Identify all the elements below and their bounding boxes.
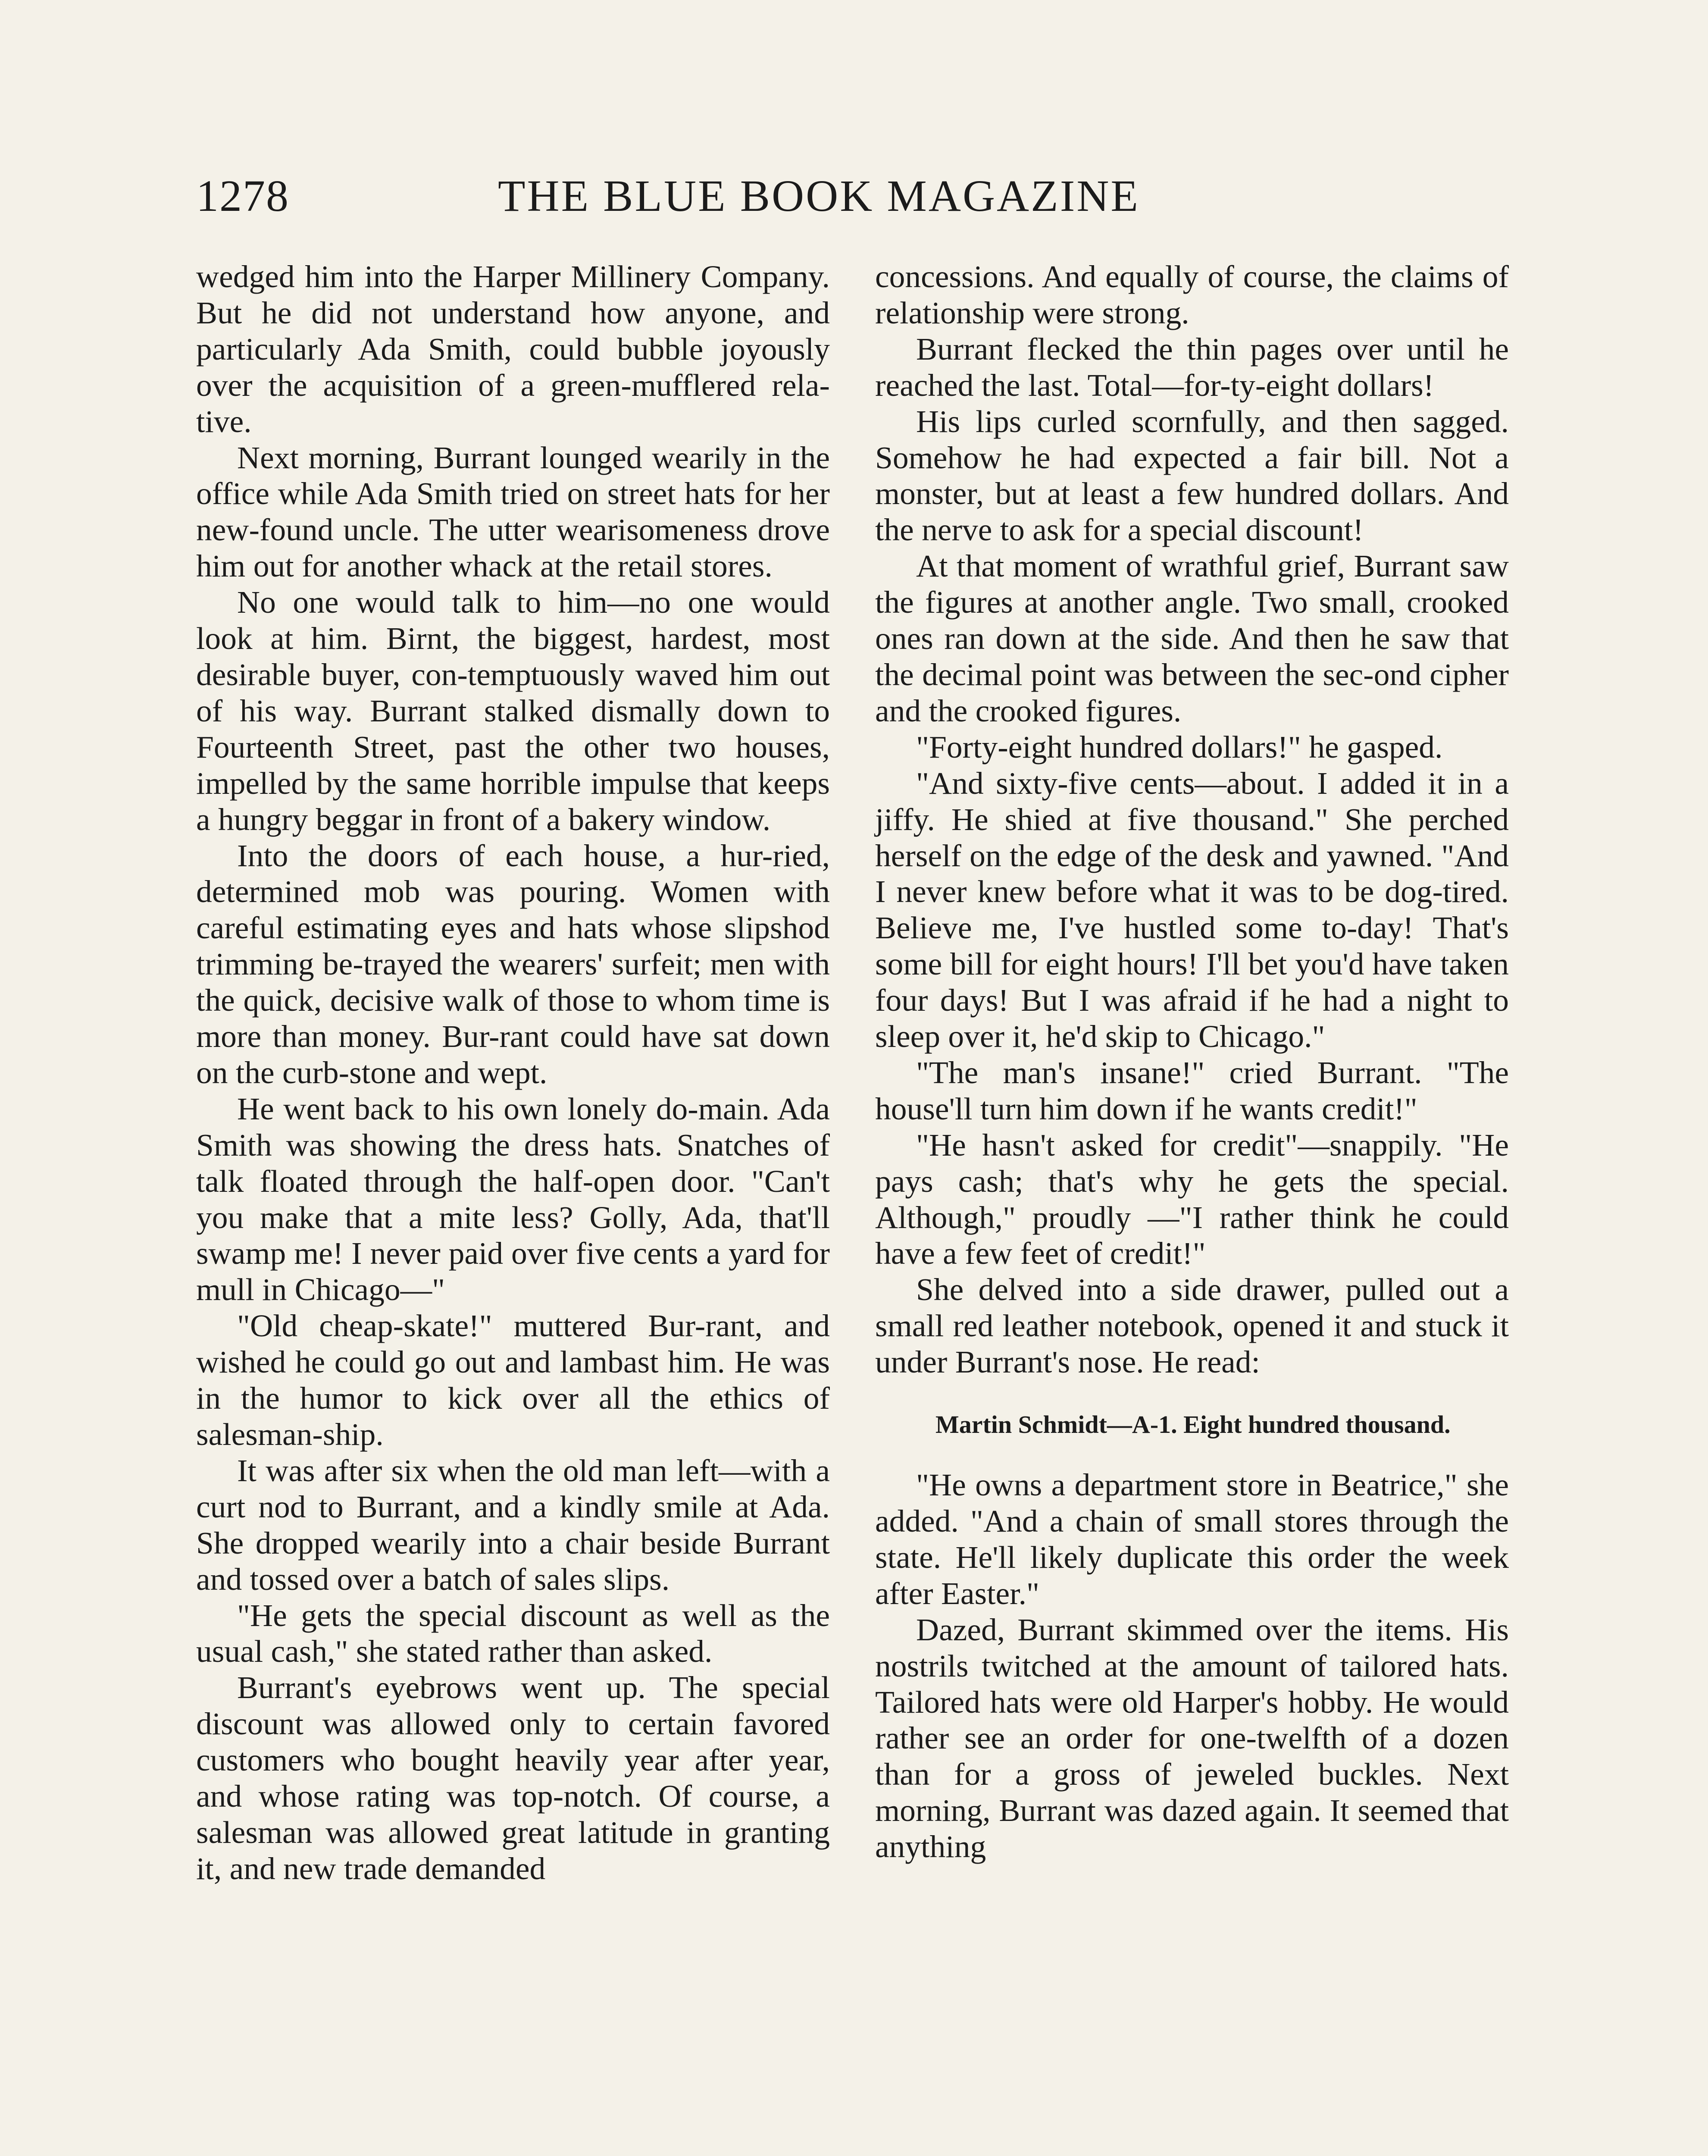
left-column: [196, 259, 830, 1887]
paragraph: His lips curled scornfully, and then sagged. Somehow he had expected a fair bill. Not a monster, but at least a few hundred dollars. And the nerve to ask for a special discount!: [875, 404, 1509, 548]
paragraph: "And sixty-five cents—about. I added it in a jiffy. He shied at five thousand." She perched herself on the edge of the desk and yawned. "And I never knew before what it was to be dog-tired. Believe me, I've hustled some to-day! That's some bill for eight hours! I'll bet you'd have taken four days! But I was afraid if he had a night to sleep over it, he'd skip to Chicago.": [875, 765, 1509, 1054]
paragraph: It was after six when the old man left—with a curt nod to Burrant, and a kindly smile at Ada. She dropped wearily into a chair beside Burrant and tossed over a batch of sales slips.: [196, 1453, 830, 1597]
page-number: 1278: [196, 171, 289, 221]
paragraph: She delved into a side drawer, pulled out a small red leather notebook, opened it and stuck it under Burrant's nose. He read:: [875, 1272, 1509, 1380]
paragraph: Next morning, Burrant lounged wearily in the office while Ada Smith tried on street hats for her new-found uncle. The utter wearisomeness drove him out for another whack at the retail stores.: [196, 440, 830, 584]
running-head: THE BLUE BOOK MAGAZINE: [498, 171, 1140, 221]
paragraph: wedged him into the Harper Millinery Company. But he did not understand how anyone, and particularly Ada Smith, could bubble joyously over the acquisition of a green-mufflered rela-tive.: [196, 259, 830, 439]
paragraph: "Forty-eight hundred dollars!" he gasped.: [916, 729, 1443, 765]
paragraph: No one would talk to him—no one would look at him. Birnt, the biggest, hardest, most desirable buyer, con-temptuously waved him out of his way. Burrant stalked dismally down to Fourteenth Street, past the other two houses, impelled by the same horrible impulse that keeps a hungry beggar in front of a bakery window.: [196, 585, 830, 837]
paragraph: Burrant's eyebrows went up. The special discount was allowed only to certain favored customers who bought heavily year after year, and whose rating was top-notch. Of course, a salesman was allowed great latitude in granting it, and new trade demanded: [196, 1670, 830, 1886]
paragraph: "He owns a department store in Beatrice," she added. "And a chain of small stores through the state. He'll likely duplicate this order the week after Easter.": [875, 1467, 1509, 1611]
paragraph: "He hasn't asked for credit"—snappily. "He pays cash; that's why he gets the special. Although," proudly —"I rather think he could have a few feet of credit!": [875, 1127, 1509, 1271]
paragraph: "He gets the special discount as well as the usual cash," she stated rather than asked.: [196, 1598, 830, 1669]
notebook-entry: Martin Schmidt—A-1. Eight hundred thousand.: [935, 1410, 1451, 1439]
paragraph: He went back to his own lonely do-main. Ada Smith was showing the dress hats. Snatches of talk floated through the half-open door. "Can't you make that a mite less? Golly, Ada, that'll swamp me! I never paid over five cents a yard for mull in Chicago—": [196, 1091, 830, 1307]
paragraph: "The man's insane!" cried Burrant. "The house'll turn him down if he wants credit!": [875, 1055, 1509, 1126]
paragraph: concessions. And equally of course, the claims of relationship were strong.: [875, 259, 1509, 330]
paragraph: At that moment of wrathful grief, Burrant saw the figures at another angle. Two small, crooked ones ran down at the side. And then he saw that the decimal point was between the sec-ond cipher and the crooked figures.: [875, 548, 1509, 728]
paragraph: Dazed, Burrant skimmed over the items. His nostrils twitched at the amount of tailored hats. Tailored hats were old Harper's hobby. He would rather see an order for one-twelfth of a dozen than for a gross of jeweled buckles. Next morning, Burrant was dazed again. It seemed that anything: [875, 1612, 1509, 1865]
paragraph: Burrant flecked the thin pages over until he reached the last. Total—for-ty-eight dollars!: [875, 331, 1509, 403]
paragraph: Into the doors of each house, a hur-ried, determined mob was pouring. Women with careful estimating eyes and hats whose slipshod trimming be-trayed the wearers' surfeit; men with the quick, decisive walk of those to whom time is more than money. Bur-rant could have sat down on the curb-stone and wept.: [196, 838, 830, 1090]
paragraph: "Old cheap-skate!" muttered Bur-rant, and wished he could go out and lambast him. He was in the humor to kick over all the ethics of salesman-ship.: [196, 1308, 830, 1452]
right-column: [875, 259, 1509, 1865]
page-header: [196, 166, 1207, 226]
